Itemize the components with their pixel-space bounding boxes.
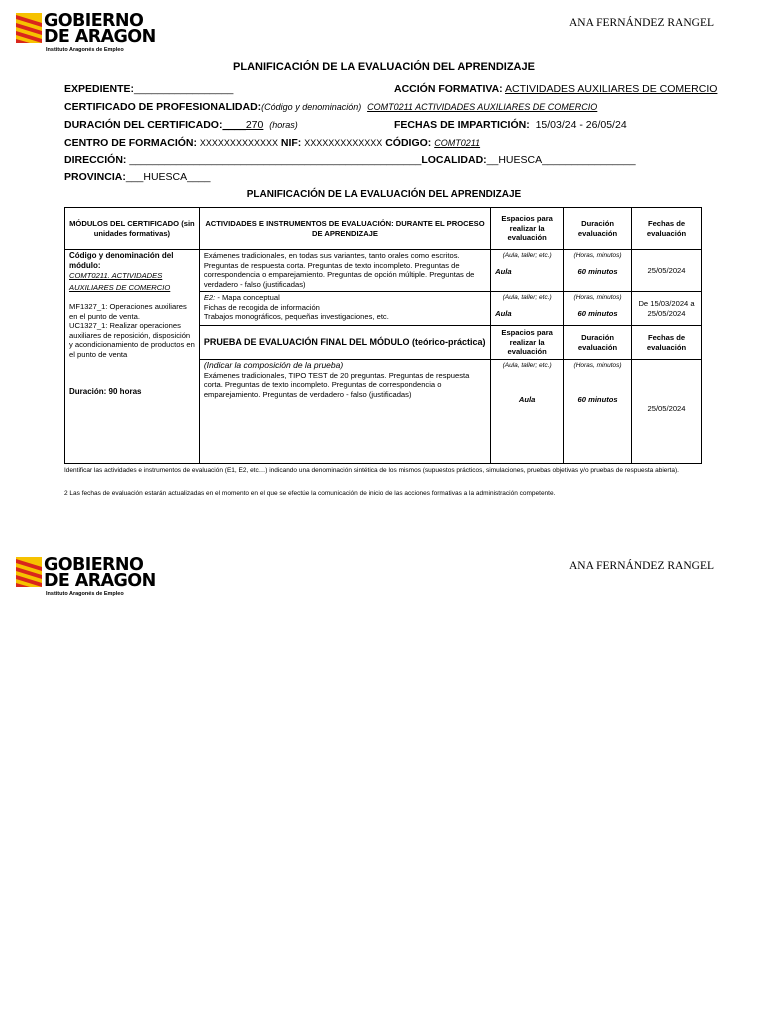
direccion-line	[64, 154, 636, 166]
row2-espacios: Aula	[495, 308, 512, 318]
localidad-label: LOCALIDAD:	[421, 154, 487, 166]
row1-duracion: 60 minutos	[577, 266, 618, 276]
aragon-flag-icon	[16, 557, 42, 587]
row3-espacios-hint: (Aula, taller; etc.)	[502, 362, 552, 369]
accion-value: ACTIVIDADES AUXILIARES DE COMERCIO	[505, 83, 718, 95]
row1-espacios-cell	[491, 250, 564, 292]
row2-duracion: 60 minutos	[577, 308, 618, 318]
logo-line1: GOBIERNO	[44, 555, 144, 575]
row1-duracion-cell	[564, 250, 632, 292]
row3-duracion-hint: (Horas, minutos)	[573, 362, 622, 369]
gobierno-aragon-logo-page2	[16, 557, 156, 601]
final-header-espacios: Espacios para realizar la evaluación	[491, 326, 564, 360]
expediente-value: _________________	[134, 83, 234, 95]
logo-subtitle: Instituto Aragonés de Empleo	[46, 47, 124, 53]
row1-actividades: Exámenes tradicionales, en todas sus variantes, tanto orales como escritos. Preguntas de respuesta corta. Preguntas de texto incompleto. Preguntas de correspondencia o emparejamiento. Preguntas de opción múltiple. Preguntas de verdadero - falso (justificadas)	[199, 250, 490, 292]
row3-espacios-cell	[491, 360, 564, 464]
header-actividades: ACTIVIDADES E INSTRUMENTOS DE EVALUACIÓN: DURANTE EL PROCESO DE APRENDIZAJE	[199, 208, 490, 250]
nif-value: XXXXXXXXXXXXX	[304, 138, 383, 148]
final-title: PRUEBA DE EVALUACIÓN FINAL DEL MÓDULO (teórico-práctica)	[199, 326, 490, 360]
expediente-label: EXPEDIENTE:	[64, 83, 135, 95]
cert-value: COMT0211 ACTIVIDADES AUXILIARES DE COMERCIO	[367, 102, 598, 112]
logo-line1: GOBIERNO	[44, 11, 144, 31]
provincia-line	[64, 171, 210, 183]
evaluation-table	[64, 207, 702, 464]
module-code-label: Código y denominación del módulo:	[69, 251, 174, 270]
duracion-line	[64, 119, 298, 131]
footnote-1: Identificar las actividades e instrumentos de evaluación (E1, E2, etc…) indicando una denominación sintética de los mismos (supuestos prácticos, simulaciones, pruebas objetivas y/o pruebas de respuesta abierta).	[64, 467, 679, 474]
centro-value: XXXXXXXXXXXXX	[199, 138, 278, 148]
cert-label: CERTIFICADO DE PROFESIONALIDAD:	[64, 101, 262, 113]
row2-espacios-hint: (Aula, taller; etc.)	[502, 294, 552, 301]
centro-line	[64, 137, 480, 149]
row2-actividades-l3: Trabajos monográficos, pequeñas investigaciones, etc.	[203, 312, 389, 321]
module-mf: MF1327_1: Operaciones auxiliares en el punto de venta.	[69, 302, 187, 321]
fechas-label: FECHAS DE IMPARTICIÓN:	[394, 119, 530, 131]
nif-label: NIF:	[280, 137, 302, 149]
module-duracion: Duración: 90 horas	[69, 387, 142, 396]
gobierno-aragon-logo	[16, 13, 156, 57]
fechas-value: 15/03/24 - 26/05/24	[535, 119, 627, 131]
row2-duracion-cell	[564, 292, 632, 326]
row2-fechas: De 15/03/2024 a 25/05/2024	[632, 292, 702, 326]
row3-hint: (Indicar la composición de la prueba)	[203, 360, 344, 370]
header-espacios: Espacios para realizar la evaluación	[491, 208, 564, 250]
logo-subtitle: Instituto Aragonés de Empleo	[46, 591, 124, 597]
module-code-value: COMT0211. ACTIVIDADES AUXILIARES DE COMERCIO	[69, 271, 171, 292]
header-modulos: MÓDULOS DEL CERTIFICADO (sin unidades formativas)	[65, 208, 200, 250]
cert-hint: (Código y denominación)	[261, 102, 362, 112]
footnote-2: 2 Las fechas de evaluación estarán actualizadas en el momento en el que se efectúe la comunicación de inicio de las acciones formativas a la administración competente.	[64, 490, 556, 497]
aragon-flag-icon	[16, 13, 42, 43]
document-title: PLANIFICACIÓN DE LA EVALUACIÓN DEL APRENDIZAJE	[233, 61, 535, 73]
row2-actividades-l1: - Mapa conceptual	[215, 293, 280, 302]
row2-espacios-cell	[491, 292, 564, 326]
row2-actividades-cell	[199, 292, 490, 326]
logo-line2: DE ARAGON	[44, 27, 156, 47]
accion-label: ACCIÓN FORMATIVA:	[394, 83, 503, 95]
row1-duracion-hint: (Horas, minutos)	[573, 252, 622, 259]
centro-label: CENTRO DE FORMACIÓN:	[64, 137, 197, 149]
module-cell	[65, 250, 200, 464]
row1-espacios-hint: (Aula, taller; etc.)	[502, 252, 552, 259]
logo-line2: DE ARAGON	[44, 571, 156, 591]
row2-actividades-l2: Fichas de recogida de información	[203, 302, 320, 312]
localidad-value: __HUESCA________________	[486, 154, 636, 166]
codigo-value: COMT0211	[434, 138, 481, 148]
duracion-label: DURACIÓN DEL CERTIFICADO:	[64, 119, 223, 131]
row2-e2: E2:	[203, 293, 216, 302]
final-header-duracion: Duración evaluación	[564, 326, 632, 360]
module-uc: UC1327_1: Realizar operaciones auxiliares de reposición, disposición y acondicionamiento de productos en el punto de venta	[69, 321, 195, 359]
direccion-value: __________________________________________________	[129, 154, 422, 166]
row3-actividades-cell	[199, 360, 490, 464]
accion-line	[394, 83, 717, 95]
row3-actividades: Exámenes tradicionales, TIPO TEST de 20 preguntas. Preguntas de respuesta corta. Preguntas de texto incompleto. Preguntas de correspondencia o emparejamiento. Preguntas de verdadero - falso (justificadas)	[203, 370, 470, 399]
header-duracion: Duración evaluación	[564, 208, 632, 250]
row2-duracion-hint: (Horas, minutos)	[573, 294, 622, 301]
row3-duracion: 60 minutos	[577, 394, 618, 404]
duracion-value: ____270	[222, 119, 264, 131]
table-header-row	[65, 208, 702, 250]
row3-duracion-cell	[564, 360, 632, 464]
header-fechas: Fechas de evaluación	[632, 208, 702, 250]
provincia-value: ___HUESCA____	[125, 171, 211, 183]
author-name: ANA FERNÁNDEZ RANGEL	[568, 17, 714, 29]
expediente-line	[64, 83, 233, 95]
direccion-label: DIRECCIÓN:	[64, 154, 127, 166]
final-header-fechas: Fechas de evaluación	[632, 326, 702, 360]
codigo-label: CÓDIGO:	[385, 137, 432, 149]
duracion-unit: (horas)	[269, 120, 298, 130]
author-name-page2: ANA FERNÁNDEZ RANGEL	[568, 560, 714, 572]
row1-fechas: 25/05/2024	[632, 250, 702, 292]
table-subtitle: PLANIFICACIÓN DE LA EVALUACIÓN DEL APRENDIZAJE	[246, 189, 522, 200]
certificado-line	[64, 101, 597, 113]
row3-espacios: Aula	[518, 394, 536, 404]
fechas-line	[394, 119, 627, 131]
table-row	[65, 250, 702, 292]
row1-espacios: Aula	[495, 266, 512, 276]
row3-fechas: 25/05/2024	[632, 360, 702, 464]
provincia-label: PROVINCIA:	[64, 171, 126, 183]
